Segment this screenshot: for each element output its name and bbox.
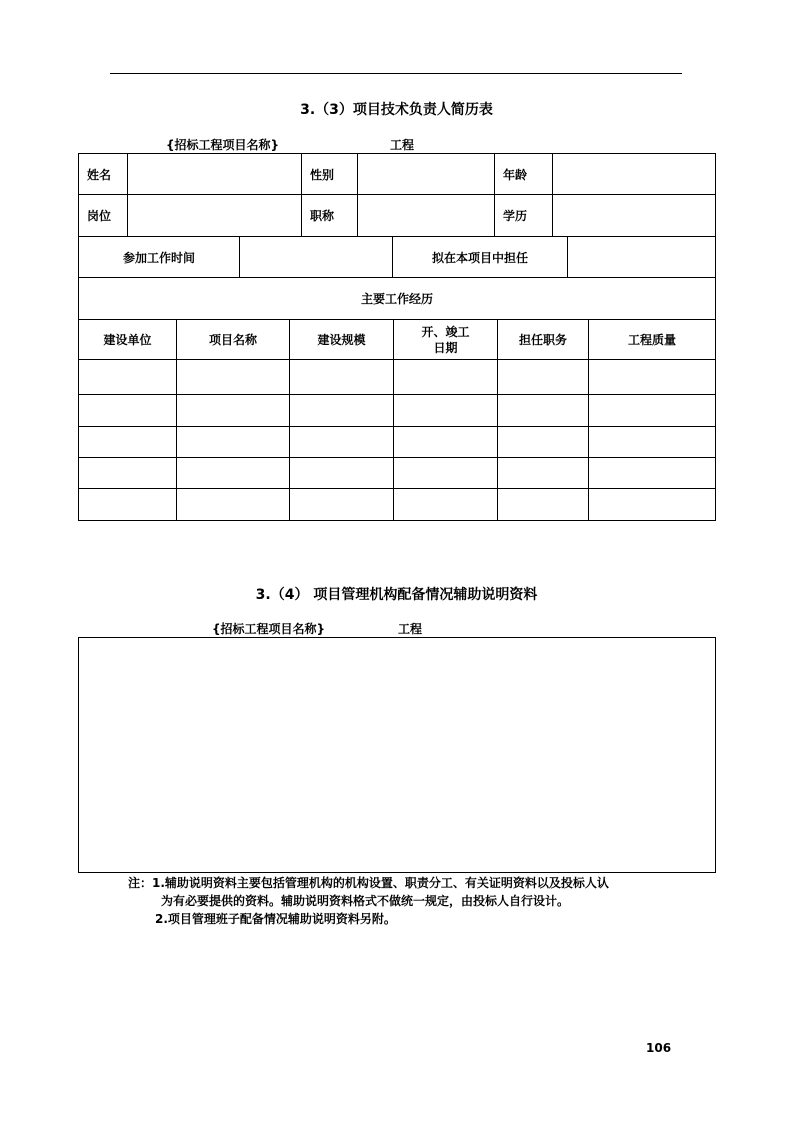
value-position[interactable] bbox=[128, 195, 302, 237]
project-name-field[interactable]: {招标工程项目名称} bbox=[142, 138, 390, 154]
value-age[interactable] bbox=[553, 154, 716, 195]
table-cell[interactable] bbox=[177, 458, 290, 489]
info-row-3 bbox=[79, 237, 716, 278]
label-title: 职称 bbox=[302, 195, 358, 237]
value-gender[interactable] bbox=[358, 154, 495, 195]
table-cell[interactable] bbox=[177, 360, 290, 395]
col-dates-line1: 开、竣工 bbox=[421, 324, 470, 339]
label-work-start: 参加工作时间 bbox=[79, 237, 240, 278]
note-line-3: 2.项目管理班子配备情况辅助说明资料另附。 bbox=[155, 912, 396, 926]
table-cell[interactable] bbox=[498, 458, 589, 489]
table-row bbox=[79, 360, 716, 395]
col-project-name: 项目名称 bbox=[177, 320, 290, 360]
table-row bbox=[79, 427, 716, 458]
table-cell[interactable] bbox=[177, 395, 290, 427]
work-info-table bbox=[78, 236, 716, 320]
label-age: 年龄 bbox=[495, 154, 553, 195]
value-education[interactable] bbox=[553, 195, 716, 237]
personal-info-table bbox=[78, 153, 716, 237]
col-scale: 建设规模 bbox=[290, 320, 394, 360]
table-cell[interactable] bbox=[498, 395, 589, 427]
value-role[interactable] bbox=[568, 237, 716, 278]
table-cell[interactable] bbox=[589, 489, 716, 521]
table-cell[interactable] bbox=[79, 458, 177, 489]
value-name[interactable] bbox=[128, 154, 302, 195]
table-cell[interactable] bbox=[498, 489, 589, 521]
value-title[interactable] bbox=[358, 195, 495, 237]
table-cell[interactable] bbox=[79, 489, 177, 521]
project-suffix-2: 工程 bbox=[398, 622, 423, 636]
resume-table-title: 3.（3）项目技术负责人简历表 bbox=[300, 102, 493, 118]
supplementary-content-box[interactable] bbox=[78, 637, 716, 873]
table-cell[interactable] bbox=[394, 395, 498, 427]
label-education: 学历 bbox=[495, 195, 553, 237]
table-cell[interactable] bbox=[177, 427, 290, 458]
table-cell[interactable] bbox=[394, 489, 498, 521]
label-position: 岗位 bbox=[79, 195, 128, 237]
col-dates bbox=[394, 320, 498, 360]
table-cell[interactable] bbox=[177, 489, 290, 521]
header-rule bbox=[110, 73, 682, 74]
table-cell[interactable] bbox=[498, 427, 589, 458]
note-line-2: 为有必要提供的资料。辅助说明资料格式不做统一规定，由投标人自行设计。 bbox=[161, 894, 570, 908]
project-name-line bbox=[142, 136, 414, 154]
table-cell[interactable] bbox=[394, 360, 498, 395]
table-cell[interactable] bbox=[79, 427, 177, 458]
table-cell[interactable] bbox=[290, 360, 394, 395]
table-cell[interactable] bbox=[589, 360, 716, 395]
table-cell[interactable] bbox=[290, 458, 394, 489]
project-suffix: 工程 bbox=[390, 138, 415, 152]
col-dates-line2: 日期 bbox=[433, 340, 458, 355]
label-role: 拟在本项目中担任 bbox=[393, 237, 568, 278]
label-gender: 性别 bbox=[302, 154, 358, 195]
experience-header-row bbox=[79, 320, 716, 360]
table-cell[interactable] bbox=[290, 489, 394, 521]
value-work-start[interactable] bbox=[240, 237, 393, 278]
table-cell[interactable] bbox=[79, 395, 177, 427]
table-cell[interactable] bbox=[79, 360, 177, 395]
project-name-field-2[interactable]: {招标工程项目名称} bbox=[134, 622, 390, 638]
table-cell[interactable] bbox=[589, 427, 716, 458]
label-name: 姓名 bbox=[79, 154, 128, 195]
info-row-1 bbox=[79, 154, 716, 195]
col-quality: 工程质量 bbox=[589, 320, 716, 360]
table-cell[interactable] bbox=[589, 458, 716, 489]
table-row bbox=[79, 458, 716, 489]
experience-table bbox=[78, 319, 716, 521]
table-cell[interactable] bbox=[290, 427, 394, 458]
col-construction-unit: 建设单位 bbox=[79, 320, 177, 360]
table-row bbox=[79, 489, 716, 521]
table-cell[interactable] bbox=[394, 427, 498, 458]
table-cell[interactable] bbox=[498, 360, 589, 395]
page-number: 106 bbox=[646, 1041, 672, 1055]
project-name-line-2 bbox=[134, 620, 422, 638]
col-duty: 担任职务 bbox=[498, 320, 589, 360]
experience-heading: 主要工作经历 bbox=[79, 278, 716, 320]
table-row bbox=[79, 395, 716, 427]
table-cell[interactable] bbox=[394, 458, 498, 489]
supplementary-title: 3.（4） 项目管理机构配备情况辅助说明资料 bbox=[255, 587, 538, 603]
table-cell[interactable] bbox=[589, 395, 716, 427]
info-row-2 bbox=[79, 195, 716, 237]
experience-heading-row bbox=[79, 278, 716, 320]
table-cell[interactable] bbox=[290, 395, 394, 427]
note-line-1: 注：1.辅助说明资料主要包括管理机构的机构设置、职责分工、有关证明资料以及投标人认 bbox=[128, 876, 609, 890]
